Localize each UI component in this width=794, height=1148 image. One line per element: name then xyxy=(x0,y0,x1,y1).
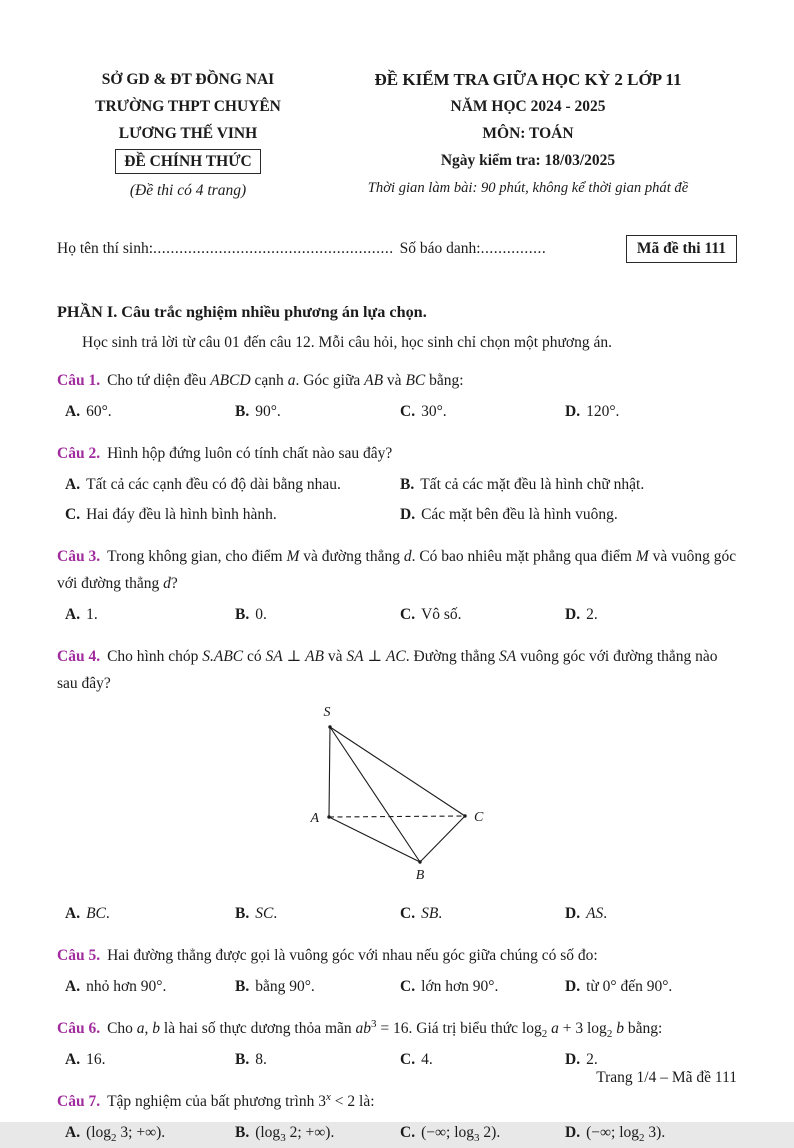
question-number: Câu 6. xyxy=(57,1020,101,1037)
candidate-info-row xyxy=(57,235,737,263)
text-segment: , xyxy=(144,1020,153,1037)
text-segment: b xyxy=(616,1020,624,1037)
option-B xyxy=(235,600,400,630)
option-label: B. xyxy=(235,403,250,420)
text-segment: + 3 log xyxy=(558,1020,607,1037)
header-right-block xyxy=(319,66,737,204)
question-number: Câu 1. xyxy=(57,372,101,389)
question-stem xyxy=(57,1015,737,1042)
candidate-name-label: Họ tên thí sinh: xyxy=(57,240,154,257)
question-stem xyxy=(57,367,737,394)
text-segment: Tập nghiệm của bất phương trình 3 xyxy=(107,1093,326,1110)
vertex-label-A: A xyxy=(310,811,319,826)
option-label: C. xyxy=(400,1124,416,1141)
text-segment: và xyxy=(324,648,347,665)
text-segment: bằng: xyxy=(623,1020,663,1037)
option-label: C. xyxy=(400,905,416,922)
text-segment: 2). xyxy=(479,1124,501,1141)
text-segment: từ 0° đến 90°. xyxy=(586,978,673,995)
text-segment: Các mặt bên đều là hình vuông. xyxy=(421,506,618,523)
text-segment: (log xyxy=(86,1124,112,1141)
option-B xyxy=(235,1118,400,1148)
text-segment: 16. xyxy=(86,1051,106,1068)
option-label: D. xyxy=(565,1051,581,1068)
question-3 xyxy=(57,543,737,630)
text-segment: (log xyxy=(255,1124,281,1141)
option-label: A. xyxy=(65,905,81,922)
vertex-label-S: S xyxy=(323,705,331,720)
text-segment: 3 xyxy=(474,1132,480,1145)
option-label: D. xyxy=(565,978,581,995)
option-label: C. xyxy=(400,403,416,420)
text-segment: ? xyxy=(170,575,178,592)
question-stem xyxy=(57,440,737,467)
option-A xyxy=(65,972,235,1002)
option-C xyxy=(400,397,565,427)
option-D xyxy=(565,600,737,630)
option-label: B. xyxy=(400,476,415,493)
question-number: Câu 3. xyxy=(57,548,101,565)
vertex-A xyxy=(327,815,330,818)
question-2 xyxy=(57,440,737,530)
exam-code-box: Mã đề thi 111 xyxy=(626,235,737,263)
edge-SC xyxy=(330,727,465,816)
option-label: D. xyxy=(400,506,416,523)
text-segment: 2 xyxy=(111,1132,117,1145)
exam-date: Ngày kiểm tra: 18/03/2025 xyxy=(440,152,616,169)
text-segment: SA xyxy=(265,648,283,665)
vertex-S xyxy=(328,725,331,728)
option-D xyxy=(565,972,737,1002)
options-row xyxy=(65,1118,737,1148)
option-C xyxy=(65,500,400,530)
option-D xyxy=(400,500,737,530)
option-B xyxy=(235,397,400,427)
text-segment: 2; +∞). xyxy=(285,1124,335,1141)
page-footer: Trang 1/4 – Mã đề 111 xyxy=(596,1069,737,1086)
text-segment: Vô số. xyxy=(421,606,462,623)
option-label: D. xyxy=(565,905,581,922)
edge-SB xyxy=(330,727,420,862)
text-segment: 2. xyxy=(586,606,598,623)
text-segment: . xyxy=(603,905,608,922)
option-A xyxy=(65,600,235,630)
text-segment: x xyxy=(326,1090,331,1103)
text-segment: AS xyxy=(586,905,604,922)
school-name-line2: LƯƠNG THẾ VINH xyxy=(118,125,258,142)
option-label: B. xyxy=(235,1051,250,1068)
text-segment: (−∞; log xyxy=(421,1124,475,1141)
text-segment: 0. xyxy=(255,606,267,623)
option-label: B. xyxy=(235,1124,250,1141)
text-segment: 90°. xyxy=(255,403,281,420)
edge-SA xyxy=(329,727,330,817)
option-label: C. xyxy=(65,506,81,523)
option-B xyxy=(400,470,737,500)
text-segment: có xyxy=(243,648,266,665)
text-segment: a xyxy=(551,1020,559,1037)
vertex-C xyxy=(463,814,466,817)
text-segment: d xyxy=(163,575,171,592)
exam-title: ĐỀ KIỂM TRA GIỮA HỌC KỲ 2 LỚP 11 xyxy=(374,70,682,89)
question-5 xyxy=(57,942,737,1002)
text-segment: M xyxy=(635,548,649,565)
option-C xyxy=(400,972,565,1002)
official-exam-box-row xyxy=(57,147,319,177)
text-segment: 3 xyxy=(280,1132,286,1145)
option-B xyxy=(235,1045,400,1075)
option-label: B. xyxy=(235,606,250,623)
text-segment: Hình hộp đứng luôn có tính chất nào sau đây? xyxy=(107,445,393,462)
text-segment: SB xyxy=(421,905,439,922)
text-segment: SA xyxy=(346,648,364,665)
option-D xyxy=(565,1118,737,1148)
option-label: C. xyxy=(400,606,416,623)
option-label: B. xyxy=(235,905,250,922)
text-segment: d xyxy=(403,548,412,565)
option-label: A. xyxy=(65,978,81,995)
text-segment: Tất cả các mặt đều là hình chữ nhật. xyxy=(420,476,645,493)
text-segment: . xyxy=(273,905,278,922)
question-number: Câu 2. xyxy=(57,445,101,462)
text-segment: . Có bao nhiêu mặt phẳng qua điểm xyxy=(411,548,636,565)
text-segment: ABCD xyxy=(210,372,251,389)
page-header xyxy=(57,66,737,204)
text-segment: lớn hơn 90°. xyxy=(421,978,499,995)
edge-AC-dashed xyxy=(329,816,465,817)
text-segment: = 16. Giá trị biểu thức log xyxy=(376,1020,542,1037)
option-label: A. xyxy=(65,403,81,420)
department-name: SỞ GD & ĐT ĐỒNG NAI xyxy=(101,71,275,88)
text-segment: 3). xyxy=(644,1124,666,1141)
text-segment: Hai đáy đều là hình bình hành. xyxy=(86,506,277,523)
candidate-id-label: Số báo danh: xyxy=(399,240,481,257)
section-1-heading: PHẦN I. Câu trắc nghiệm nhiều phương án lựa chọn. xyxy=(57,303,427,321)
option-label: A. xyxy=(65,1124,81,1141)
text-segment: . Đường thẳng xyxy=(405,648,499,665)
option-B xyxy=(235,972,400,1002)
options-row xyxy=(65,972,737,1002)
options-row xyxy=(65,899,737,929)
text-segment: Hai đường thẳng được gọi là vuông góc với nhau nếu góc giữa chúng có số đo: xyxy=(107,947,598,964)
text-segment: Cho hình chóp xyxy=(107,648,203,665)
text-segment: (−∞; log xyxy=(586,1124,640,1141)
option-label: A. xyxy=(65,1051,81,1068)
vertex-label-B: B xyxy=(415,868,425,883)
option-label: D. xyxy=(565,606,581,623)
text-segment: 3 xyxy=(371,1017,377,1030)
options-row xyxy=(65,470,737,530)
page-count-note: (Đề thi có 4 trang) xyxy=(129,182,247,199)
exam-duration: Thời gian làm bài: 90 phút, không kể thời gian phát đề xyxy=(367,180,689,196)
text-segment: 2 xyxy=(639,1132,645,1145)
text-segment: 3; +∞). xyxy=(116,1124,166,1141)
subject: MÔN: TOÁN xyxy=(482,125,574,142)
option-label: C. xyxy=(400,978,416,995)
text-segment: cạnh xyxy=(250,372,288,389)
text-segment: 2. xyxy=(586,1051,598,1068)
section-1-instruction: Học sinh trả lời từ câu 01 đến câu 12. Mỗi câu hỏi, học sinh chỉ chọn một phương án. xyxy=(82,334,612,351)
question-1 xyxy=(57,367,737,427)
options-row xyxy=(65,600,737,630)
question-4 xyxy=(57,643,737,929)
option-label: C. xyxy=(400,1051,416,1068)
school-year: NĂM HỌC 2024 - 2025 xyxy=(450,98,606,115)
text-segment: 8. xyxy=(255,1051,267,1068)
option-D xyxy=(565,397,737,427)
option-C xyxy=(400,899,565,929)
option-label: D. xyxy=(565,403,581,420)
option-D xyxy=(565,899,737,929)
text-segment: Cho xyxy=(107,1020,137,1037)
option-A xyxy=(65,1118,235,1148)
pyramid-figure xyxy=(272,701,522,891)
school-name-line1: TRƯỜNG THPT CHUYÊN xyxy=(95,98,281,115)
option-label: A. xyxy=(65,606,81,623)
official-exam-box: ĐỀ CHÍNH THỨC xyxy=(115,149,260,174)
vertex-B xyxy=(418,860,421,863)
candidate-name-dotted-line: ....................................................... xyxy=(153,240,394,257)
options-row xyxy=(65,397,737,427)
question-4-figure xyxy=(272,701,522,896)
text-segment: 4. xyxy=(421,1051,433,1068)
text-segment: SC xyxy=(255,905,274,922)
text-segment: bằng: xyxy=(425,372,464,389)
text-segment: b xyxy=(152,1020,161,1037)
text-segment: 2 xyxy=(541,1028,548,1041)
option-C xyxy=(400,1045,565,1075)
question-stem xyxy=(57,643,737,697)
text-segment: ⊥ xyxy=(363,648,386,665)
option-label: D. xyxy=(565,1124,581,1141)
text-segment: SA xyxy=(499,648,517,665)
option-label: B. xyxy=(235,978,250,995)
option-B xyxy=(235,899,400,929)
question-6 xyxy=(57,1015,737,1075)
text-segment: Tất cả các cạnh đều có độ dài bằng nhau. xyxy=(86,476,341,493)
text-segment: . xyxy=(105,905,110,922)
text-segment: Trong không gian, cho điểm xyxy=(107,548,287,565)
text-segment: a xyxy=(287,372,296,389)
questions xyxy=(57,367,737,1148)
text-segment: < 2 là: xyxy=(330,1093,375,1110)
text-segment: ⊥ xyxy=(282,648,306,665)
option-A xyxy=(65,397,235,427)
question-stem xyxy=(57,1088,737,1115)
text-segment: 2 xyxy=(606,1028,613,1041)
text-segment: 60°. xyxy=(86,403,112,420)
text-segment: và xyxy=(383,372,406,389)
text-segment: là hai số thực dương thỏa mãn xyxy=(160,1020,356,1037)
text-segment: vuông góc với đường thẳng nào sau đây? xyxy=(57,648,718,692)
question-number: Câu 5. xyxy=(57,947,101,964)
text-segment: ab xyxy=(355,1020,372,1037)
text-segment: . xyxy=(438,905,443,922)
vertex-label-C: C xyxy=(474,810,484,825)
edge-AB xyxy=(329,817,420,862)
text-segment: 1. xyxy=(86,606,98,623)
question-7 xyxy=(57,1088,737,1148)
option-C xyxy=(400,600,565,630)
text-segment: AB xyxy=(305,648,325,665)
text-segment: S.ABC xyxy=(202,648,244,665)
question-number: Câu 7. xyxy=(57,1093,101,1110)
text-segment: và vuông góc với đường thẳng xyxy=(57,548,737,592)
text-segment: . Góc giữa xyxy=(295,372,365,389)
text-segment: BC xyxy=(405,372,426,389)
text-segment: 30°. xyxy=(421,403,447,420)
text-segment: AB xyxy=(364,372,384,389)
question-stem xyxy=(57,942,737,969)
header-left-block xyxy=(57,66,319,204)
text-segment: 120°. xyxy=(586,403,620,420)
text-segment: Cho tứ diện đều xyxy=(107,372,211,389)
option-A xyxy=(65,899,235,929)
text-segment: M xyxy=(286,548,300,565)
edge-BC xyxy=(420,816,465,862)
option-C xyxy=(400,1118,565,1148)
option-A xyxy=(65,1045,235,1075)
option-A xyxy=(65,470,400,500)
text-segment: nhỏ hơn 90°. xyxy=(86,978,167,995)
text-segment: bằng 90°. xyxy=(255,978,315,995)
text-segment: BC xyxy=(86,905,106,922)
text-segment: a xyxy=(136,1020,145,1037)
option-label: A. xyxy=(65,476,81,493)
question-stem xyxy=(57,543,737,597)
question-number: Câu 4. xyxy=(57,648,101,665)
text-segment: và đường thẳng xyxy=(299,548,404,565)
text-segment: AC xyxy=(385,648,406,665)
candidate-id-dotted-line: ............... xyxy=(480,240,547,257)
